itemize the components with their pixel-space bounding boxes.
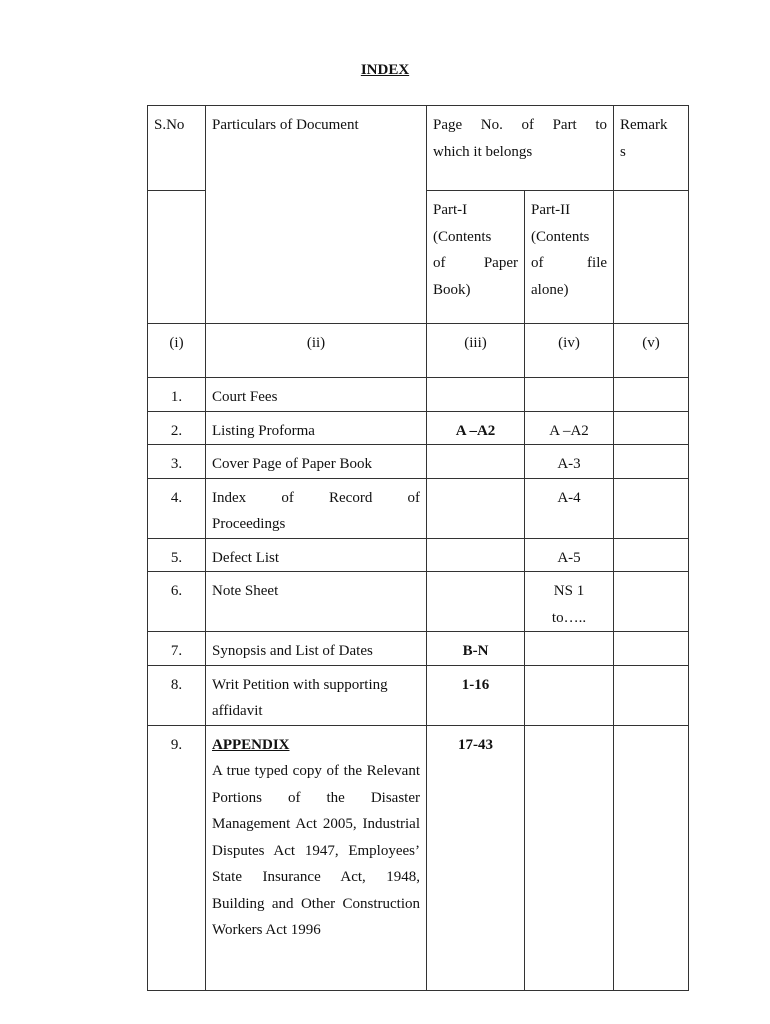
row-part2: A-3 — [525, 445, 614, 479]
header-page-no — [427, 106, 614, 191]
header-page-no-line2: which it belongs — [433, 143, 533, 160]
part1-line: Book) — [433, 281, 471, 298]
numeral-iv: (iv) — [525, 324, 614, 378]
row-particulars — [206, 725, 427, 990]
numeral-row — [148, 324, 689, 378]
row-part2: A –A2 — [525, 411, 614, 445]
row-part2 — [525, 378, 614, 412]
numeral-ii: (ii) — [206, 324, 427, 378]
row-remarks — [614, 478, 689, 538]
row-part1 — [427, 538, 525, 572]
row-particulars: Listing Proforma — [206, 411, 427, 445]
row-sno: 7. — [148, 632, 206, 666]
table-row — [148, 538, 689, 572]
index-title: INDEX — [360, 62, 410, 78]
header-sno: S.No — [148, 106, 206, 191]
row-sno: 5. — [148, 538, 206, 572]
row-remarks — [614, 378, 689, 412]
row-remarks — [614, 411, 689, 445]
header-remarks-cont — [614, 191, 689, 324]
row-part1 — [427, 378, 525, 412]
row-particulars: Note Sheet — [206, 572, 427, 632]
header-part1 — [427, 191, 525, 324]
row-remarks — [614, 538, 689, 572]
part2-line: Part-II — [531, 202, 571, 218]
row-particulars-line1: Index of Record of — [212, 489, 420, 506]
table-row — [148, 632, 689, 666]
table-row — [148, 378, 689, 412]
row-sno: 2. — [148, 411, 206, 445]
row-sno: 3. — [148, 445, 206, 479]
row-particulars — [206, 665, 427, 725]
part2-line: alone) — [531, 281, 569, 298]
row-part2-line2: to….. — [551, 609, 587, 626]
row-remarks — [614, 665, 689, 725]
row-part2 — [525, 725, 614, 990]
part1-line: Part-I — [433, 202, 468, 218]
row-particulars: Cover Page of Paper Book — [206, 445, 427, 479]
part2-line: (Contents — [531, 228, 590, 245]
row-part2: A-4 — [525, 478, 614, 538]
row-particulars: Defect List — [206, 538, 427, 572]
row-part1: 17-43 — [427, 725, 525, 990]
row-sno: 6. — [148, 572, 206, 632]
table-row — [148, 725, 689, 990]
row-sno: 4. — [148, 478, 206, 538]
header-part2 — [525, 191, 614, 324]
header-remarks-line2: s — [620, 143, 626, 160]
row-part1: A –A2 — [427, 411, 525, 445]
header-remarks — [614, 106, 689, 191]
appendix-description: A true typed copy of the Relevant Portions of the Disaster Management Act 2005, Industrial Disputes Act 1947, Employees’ State Insurance Act, 1948, Building and Other Construction Workers Act 1996 — [212, 763, 420, 938]
row-sno: 8. — [148, 665, 206, 725]
row-particulars: Synopsis and List of Dates — [206, 632, 427, 666]
row-part2 — [525, 632, 614, 666]
appendix-heading: APPENDIX — [212, 736, 290, 753]
row-part2 — [525, 665, 614, 725]
row-particulars: Court Fees — [206, 378, 427, 412]
row-sno: 1. — [148, 378, 206, 412]
header-sno-cont — [148, 191, 206, 324]
numeral-i: (i) — [148, 324, 206, 378]
row-sno: 9. — [148, 725, 206, 990]
header-row — [148, 106, 689, 191]
row-remarks — [614, 725, 689, 990]
part1-line: of Paper — [433, 255, 518, 271]
row-part1 — [427, 478, 525, 538]
row-part1 — [427, 445, 525, 479]
header-particulars: Particulars of Document — [206, 106, 427, 324]
row-particulars-line2: Proceedings — [212, 516, 286, 532]
row-part1: 1-16 — [427, 665, 525, 725]
row-particulars — [206, 478, 427, 538]
table-row — [148, 572, 689, 632]
table-row — [148, 478, 689, 538]
header-page-no-line1: Page No. of Part to — [433, 117, 608, 133]
table-row — [148, 665, 689, 725]
table-row — [148, 411, 689, 445]
row-part1: B-N — [427, 632, 525, 666]
table-row — [148, 445, 689, 479]
row-particulars-line1: Writ Petition with supporting — [212, 676, 388, 693]
header-remarks-line1: Remark — [620, 117, 668, 133]
row-remarks — [614, 632, 689, 666]
numeral-v: (v) — [614, 324, 689, 378]
row-part2-line1: NS 1 — [553, 583, 585, 599]
row-part1 — [427, 572, 525, 632]
part1-line: (Contents — [433, 228, 492, 245]
row-part2: A-5 — [525, 538, 614, 572]
index-table — [147, 105, 689, 991]
numeral-iii: (iii) — [427, 324, 525, 378]
row-part2 — [525, 572, 614, 632]
row-remarks — [614, 572, 689, 632]
row-remarks — [614, 445, 689, 479]
part2-line: of file — [531, 255, 608, 271]
row-particulars-line2: affidavit — [212, 703, 263, 719]
